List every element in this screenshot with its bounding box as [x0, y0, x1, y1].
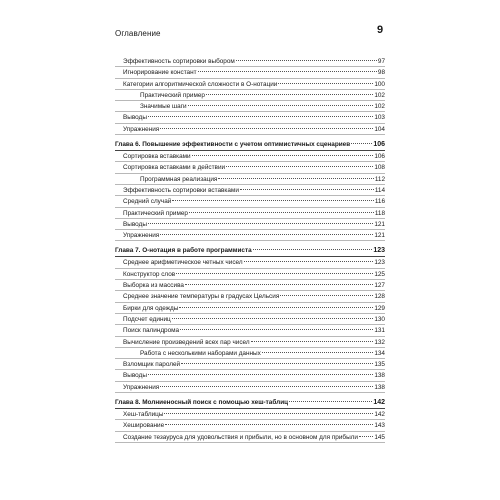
- toc-entry: [115, 112, 385, 123]
- dot-leader: [148, 116, 373, 117]
- toc-entry-title: Практический пример: [140, 91, 205, 99]
- toc-entry-page: 106: [374, 153, 385, 161]
- toc-entry: [115, 219, 385, 230]
- dot-leader: [185, 284, 373, 285]
- toc-entry-title: Глава 7. О-нотация в работе программиста: [115, 247, 252, 255]
- dot-leader: [236, 60, 377, 61]
- dot-leader: [244, 261, 374, 262]
- dot-leader: [280, 295, 373, 296]
- toc-entry: [115, 257, 385, 268]
- dot-leader: [181, 363, 373, 364]
- page-number: 9: [377, 24, 384, 36]
- dot-leader: [278, 83, 373, 84]
- toc-entry: [115, 151, 385, 162]
- dot-leader: [189, 212, 374, 213]
- toc-entry: [115, 124, 385, 135]
- toc-entry-page: 143: [374, 422, 385, 430]
- toc-entry-page: 121: [374, 220, 385, 228]
- toc-entry: [115, 303, 385, 314]
- toc-entry-title: Значимые шаги: [140, 103, 187, 111]
- toc-entry-page: 98: [377, 69, 385, 77]
- toc-entry-page: 121: [374, 232, 385, 240]
- toc-entry-title: Вычисление произведений всех пар чисел: [123, 338, 250, 346]
- toc-entry-page: 135: [374, 361, 385, 369]
- toc-entry-page: 102: [374, 103, 385, 111]
- dot-leader: [251, 341, 374, 342]
- toc-entry-title: Среднее арифметическое четных чисел: [123, 259, 243, 267]
- toc-entry-page: 103: [374, 114, 385, 122]
- toc-entry-page: 145: [374, 433, 385, 441]
- toc-entry-page: 125: [374, 270, 385, 278]
- toc-entry: [115, 432, 385, 443]
- toc-entry-title: Бирки для одежды: [123, 304, 179, 312]
- dot-leader: [172, 318, 374, 319]
- toc-entry: [115, 67, 385, 78]
- toc-entry: [115, 420, 385, 431]
- toc-entry-page: 100: [374, 80, 385, 88]
- toc-entry-title: Упражнения: [123, 383, 160, 391]
- dot-leader: [188, 105, 374, 106]
- toc-entry-page: 114: [374, 186, 385, 194]
- toc-entry-page: 116: [374, 198, 385, 206]
- dot-leader: [164, 413, 373, 414]
- toc-entry: [115, 90, 385, 101]
- toc-entry: [115, 162, 385, 173]
- toc-entry: [115, 230, 385, 241]
- toc-entry-page: 128: [374, 293, 385, 301]
- toc-entry-page: 123: [373, 247, 385, 255]
- dot-leader: [148, 374, 373, 375]
- toc-entry-title: Сортировка вставками в действии: [123, 164, 226, 172]
- dot-leader: [176, 273, 373, 274]
- dot-leader: [351, 143, 372, 144]
- table-of-contents: [115, 56, 385, 443]
- toc-entry: [115, 314, 385, 325]
- toc-entry-title: Хеш-таблицы: [123, 411, 164, 419]
- toc-entry-page: 130: [374, 315, 385, 323]
- toc-entry-title: Эффективность сортировки вставками: [123, 186, 239, 194]
- toc-entry-page: 134: [374, 349, 385, 357]
- toc-entry-page: 97: [377, 58, 385, 65]
- toc-entry-title: Подсчет единиц: [123, 315, 171, 323]
- toc-entry-page: 104: [374, 125, 385, 133]
- dot-leader: [180, 329, 373, 330]
- toc-entry-title: Взломщик паролей: [123, 361, 181, 369]
- running-head: Оглавление: [115, 29, 161, 38]
- toc-entry-page: 106: [373, 141, 385, 149]
- dot-leader: [359, 436, 373, 437]
- toc-entry-title: Хеширование: [123, 422, 165, 430]
- dot-leader: [192, 155, 374, 156]
- toc-entry-title: Конструктор слов: [123, 270, 176, 278]
- toc-entry: [115, 337, 385, 348]
- toc-entry-title: Практический пример: [123, 209, 188, 217]
- toc-entry-title: Эффективность сортировки выбором: [123, 58, 235, 65]
- toc-entry-page: 127: [374, 282, 385, 290]
- toc-entry-title: Упражнения: [123, 232, 160, 240]
- dot-leader: [198, 71, 377, 72]
- toc-entry-page: 138: [374, 372, 385, 380]
- toc-chapter-entry: [115, 138, 385, 151]
- toc-entry-title: Упражнения: [123, 125, 160, 133]
- toc-entry: [115, 359, 385, 370]
- toc-entry: [115, 382, 385, 393]
- dot-leader: [160, 128, 373, 129]
- toc-entry-page: 132: [374, 338, 385, 346]
- dot-leader: [240, 189, 374, 190]
- toc-entry-page: 112: [374, 175, 385, 183]
- toc-entry-title: Игнорирование констант: [123, 69, 197, 77]
- dot-leader: [206, 94, 373, 95]
- toc-entry-page: 129: [374, 304, 385, 312]
- toc-chapter-entry: [115, 244, 385, 257]
- toc-entry: [115, 196, 385, 207]
- dot-leader: [253, 249, 373, 250]
- toc-entry: [115, 370, 385, 381]
- toc-entry: [115, 56, 385, 67]
- toc-entry-page: 142: [374, 411, 385, 419]
- toc-entry-title: Категории алгоритмической сложности в О-нотации: [123, 80, 278, 88]
- toc-entry: [115, 185, 385, 196]
- toc-entry: [115, 79, 385, 90]
- toc-entry-page: 123: [374, 259, 385, 267]
- toc-entry: [115, 409, 385, 420]
- toc-entry: [115, 348, 385, 359]
- toc-entry-page: 102: [374, 91, 385, 99]
- dot-leader: [262, 352, 373, 353]
- toc-entry: [115, 208, 385, 219]
- toc-entry-title: Работа с несколькими наборами данных: [140, 349, 261, 357]
- toc-entry-page: 108: [374, 164, 385, 172]
- dot-leader: [179, 307, 373, 308]
- toc-entry-title: Выборка из массива: [123, 282, 184, 290]
- toc-entry-title: Сортировка вставками: [123, 153, 191, 161]
- toc-entry-title: Программная реализация: [140, 175, 218, 183]
- toc-entry: [115, 269, 385, 280]
- toc-entry-title: Среднее значение температуры в градусах Цельсия: [123, 293, 280, 301]
- toc-entry-page: 138: [374, 383, 385, 391]
- toc-entry-title: Глава 6. Повышение эффективности с учетом оптимистичных сценариев: [115, 141, 351, 149]
- toc-entry-title: Средний случай: [123, 198, 172, 206]
- dot-leader: [226, 166, 373, 167]
- toc-entry-page: 118: [374, 209, 385, 217]
- dot-leader: [172, 200, 373, 201]
- toc-entry: [115, 325, 385, 336]
- dot-leader: [165, 424, 373, 425]
- dot-leader: [160, 234, 373, 235]
- dot-leader: [218, 178, 373, 179]
- toc-entry: [115, 174, 385, 185]
- toc-entry: [115, 280, 385, 291]
- toc-entry-title: Выводы: [123, 372, 147, 380]
- toc-entry: [115, 291, 385, 302]
- toc-entry-title: Выводы: [123, 220, 147, 228]
- toc-entry-title: Выводы: [123, 114, 147, 122]
- dot-leader: [160, 386, 373, 387]
- toc-entry-title: Поиск палиндрома: [123, 327, 180, 335]
- dot-leader: [289, 401, 372, 402]
- toc-entry-page: 131: [374, 327, 385, 335]
- dot-leader: [148, 223, 373, 224]
- toc-entry-title: Создание тезауруса для удовольствия и прибыли, но в основном для прибыли: [123, 433, 358, 441]
- toc-chapter-entry: [115, 396, 385, 409]
- toc-entry: [115, 101, 385, 112]
- toc-entry-title: Глава 8. Молниеносный поиск с помощью хеш-таблиц: [115, 399, 289, 407]
- toc-entry-page: 142: [373, 399, 385, 407]
